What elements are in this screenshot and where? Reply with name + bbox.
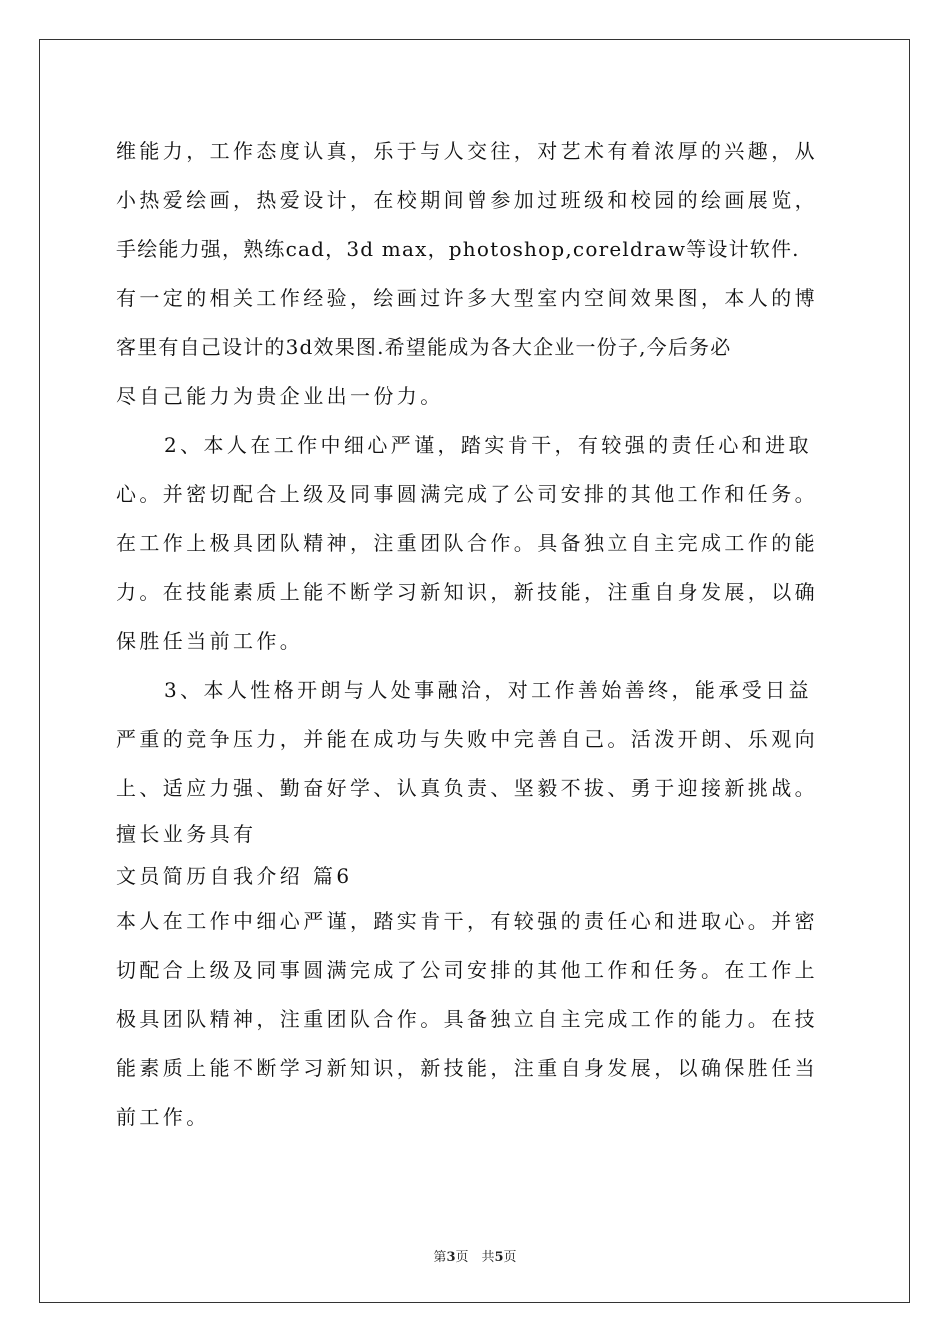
footer-middle: 页 共	[455, 1250, 495, 1265]
text-line: 擅长业务具有	[116, 822, 257, 846]
text-line: 心。并密切配合上级及同事圆满完成了公司安排的其他工作和任务。	[116, 482, 818, 506]
text-line: 客里有自己设计的3d效果图.希望能成为各大企业一份子,今后务必	[116, 335, 732, 359]
total-pages-number: 5	[494, 1250, 504, 1265]
text-line: 切配合上级及同事圆满完成了公司安排的其他工作和任务。在工作上	[116, 958, 818, 982]
section-heading: 文员简历自我介绍 篇6	[116, 864, 353, 888]
text-line: 手绘能力强，熟练cad，3d max，photoshop,coreldraw等设计软件.	[116, 237, 800, 261]
page-footer	[0, 1246, 950, 1265]
text-line: 维能力，工作态度认真，乐于与人交往，对艺术有着浓厚的兴趣，从	[116, 139, 818, 163]
text-line: 本人在工作中细心严谨，踏实肯干，有较强的责任心和进取心。并密	[116, 909, 818, 933]
text-line: 上、适应力强、勤奋好学、认真负责、坚毅不拔、勇于迎接新挑战。	[116, 776, 818, 800]
text-line: 在工作上极具团队精神，注重团队合作。具备独立自主完成工作的能	[116, 531, 818, 555]
text-line: 前工作。	[116, 1105, 210, 1129]
footer-prefix: 第	[433, 1250, 447, 1265]
text-line: 尽自己能力为贵企业出一份力。	[116, 384, 444, 408]
text-line: 极具团队精神，注重团队合作。具备独立自主完成工作的能力。在技	[116, 1007, 818, 1031]
text-line: 力。在技能素质上能不断学习新知识，新技能，注重自身发展，以确	[116, 580, 818, 604]
document-body	[116, 127, 836, 1142]
current-page-number: 3	[446, 1250, 456, 1265]
footer-suffix: 页	[503, 1250, 517, 1265]
paragraph-start: 2、本人在工作中细心严谨，踏实肯干，有较强的责任心和进取	[164, 433, 812, 457]
text-line: 保胜任当前工作。	[116, 629, 304, 653]
paragraph-start: 3、本人性格开朗与人处事融洽，对工作善始善终，能承受日益	[164, 678, 812, 702]
text-line: 能素质上能不断学习新知识，新技能，注重自身发展，以确保胜任当	[116, 1056, 818, 1080]
text-line: 有一定的相关工作经验，绘画过许多大型室内空间效果图，本人的博	[116, 286, 818, 310]
text-line: 严重的竞争压力，并能在成功与失败中完善自己。活泼开朗、乐观向	[116, 727, 818, 751]
text-line: 小热爱绘画，热爱设计，在校期间曾参加过班级和校园的绘画展览，	[116, 188, 818, 212]
